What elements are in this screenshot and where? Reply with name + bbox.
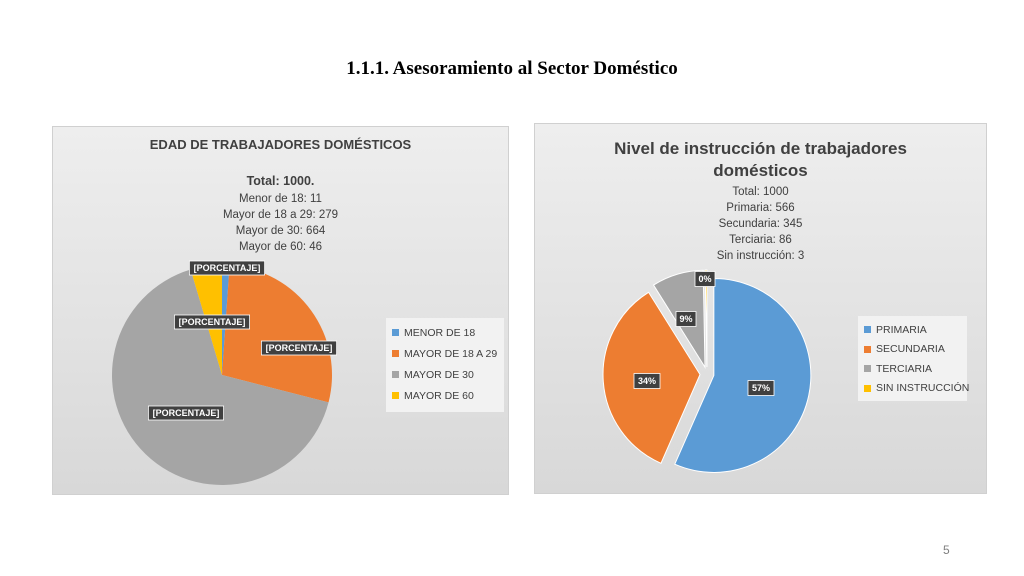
education-summary-line-4: Terciaria: 86 bbox=[729, 234, 792, 246]
age-summary-line-4: Mayor de 60: 46 bbox=[238, 241, 323, 253]
legend-label: MAYOR DE 18 A 29 bbox=[404, 347, 498, 360]
data-label-text: 57% bbox=[751, 383, 771, 394]
legend-item-menor-18 bbox=[392, 322, 498, 343]
education-summary-line-1: Total: 1000 bbox=[732, 186, 789, 198]
legend-swatch bbox=[392, 371, 399, 378]
legend-label: MAYOR DE 60 bbox=[404, 389, 474, 402]
legend-item-terciaria bbox=[864, 359, 961, 379]
age-summary-line-3: Mayor de 30: 664 bbox=[235, 225, 326, 237]
data-label-terciaria bbox=[676, 312, 696, 327]
age-chart-title: EDAD DE TRABAJADORES DOMÉSTICOS bbox=[149, 137, 412, 152]
data-label-mayor-de-60 bbox=[148, 406, 223, 420]
age-pie-chart bbox=[53, 127, 510, 496]
age-chart-legend bbox=[386, 318, 504, 412]
legend-item-sin-instruccion bbox=[864, 379, 970, 399]
legend-item-18-29 bbox=[392, 343, 498, 364]
education-pie-chart bbox=[535, 124, 988, 495]
education-chart-title: Nivel de instrucción de trabajadores domésticos bbox=[614, 139, 907, 180]
data-label-text: [PORCENTAJE] bbox=[152, 408, 220, 419]
legend-label: MAYOR DE 30 bbox=[404, 368, 474, 381]
legend-item-mayor-30 bbox=[392, 364, 498, 385]
data-label-mayor-de-30 bbox=[174, 315, 249, 329]
education-summary-line-3: Secundaria: 345 bbox=[718, 218, 803, 230]
legend-item-mayor-60 bbox=[392, 385, 498, 406]
legend-label: SIN INSTRUCCIÓN bbox=[876, 382, 970, 395]
age-summary-line-1: Menor de 18: 11 bbox=[239, 193, 322, 205]
slide-title: 1.1.1. Asesoramiento al Sector Doméstico bbox=[346, 58, 678, 79]
legend-item-primaria bbox=[864, 320, 961, 340]
legend-swatch bbox=[864, 365, 871, 372]
legend-swatch bbox=[392, 350, 399, 357]
education-chart-legend bbox=[858, 316, 970, 401]
data-label-text: [PORCENTAJE] bbox=[193, 263, 261, 274]
legend-swatch bbox=[392, 392, 399, 399]
data-label-secundaria bbox=[634, 374, 660, 389]
legend-swatch bbox=[864, 385, 871, 392]
data-label-text: [PORCENTAJE] bbox=[265, 343, 333, 354]
education-summary-line-2: Primaria: 566 bbox=[726, 202, 795, 214]
age-summary-total: Total: 1000. bbox=[246, 174, 315, 188]
age-summary-line-2: Mayor de 18 a 29: 279 bbox=[222, 209, 339, 221]
data-label-sin-instruccion bbox=[695, 272, 715, 287]
legend-swatch bbox=[392, 329, 399, 336]
data-label-text: [PORCENTAJE] bbox=[178, 317, 246, 328]
data-label-text: 9% bbox=[679, 314, 693, 325]
legend-label: SECUNDARIA bbox=[876, 343, 945, 356]
page-number: 5 bbox=[943, 543, 950, 557]
data-label-mayor-de-18-a-29 bbox=[261, 341, 336, 355]
legend-swatch bbox=[864, 346, 871, 353]
data-label-menor-de-18 bbox=[189, 261, 264, 275]
legend-label: TERCIARIA bbox=[876, 362, 933, 375]
legend-item-secundaria bbox=[864, 340, 961, 360]
legend-label: PRIMARIA bbox=[876, 323, 927, 336]
age-chart-panel bbox=[52, 126, 509, 495]
data-label-primaria bbox=[748, 381, 774, 396]
legend-swatch bbox=[864, 326, 871, 333]
education-summary-line-5: Sin instrucción: 3 bbox=[716, 250, 805, 262]
data-label-text: 0% bbox=[698, 274, 712, 285]
legend-label: MENOR DE 18 bbox=[404, 326, 476, 339]
data-label-text: 34% bbox=[637, 376, 657, 387]
education-chart-panel bbox=[534, 123, 987, 494]
